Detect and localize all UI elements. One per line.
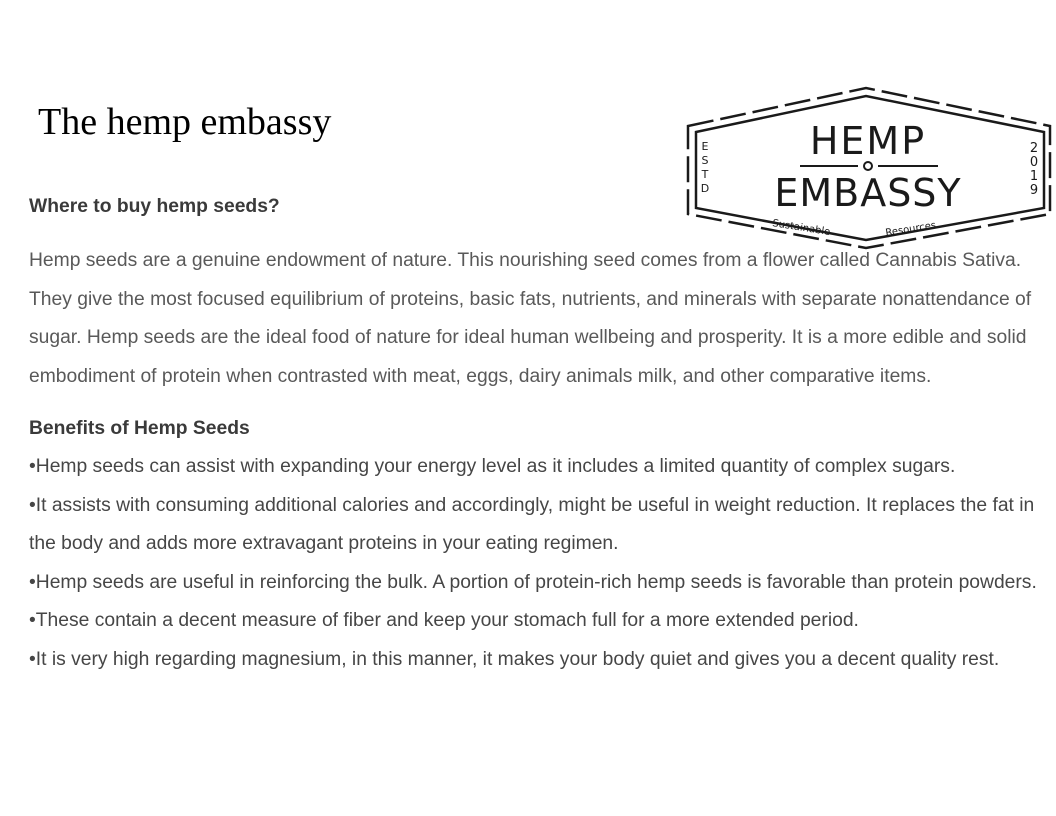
bullet-marker: • [29, 610, 36, 631]
bullet-marker: • [29, 648, 36, 670]
logo-line-2: EMBASSY [774, 171, 962, 215]
logo-side-right-3: 1 [1029, 169, 1039, 184]
logo-side-right-4: 9 [1029, 183, 1039, 198]
logo-tagline-right: Resources [884, 220, 937, 239]
list-item [29, 602, 1056, 641]
page-title: The hemp embassy [38, 101, 332, 143]
logo-side-left-2: S [701, 154, 709, 167]
list-item [29, 641, 1056, 680]
section-heading-where-to-buy: Where to buy hemp seeds? [29, 196, 280, 217]
list-item [29, 564, 1056, 603]
list-item [29, 487, 1056, 564]
bullet-marker: • [29, 571, 36, 593]
benefit-text: It is very high regarding magnesium, in this manner, it makes your body quiet and gives you a decent quality rest. [35, 648, 1000, 670]
benefit-text: Hemp seeds are useful in reinforcing the bulk. A portion of protein-rich hemp seeds is favorable than protein powders. [35, 571, 1037, 593]
logo-side-right-1: 2 [1029, 141, 1039, 156]
logo-line-1: HEMP [809, 119, 927, 163]
logo-tagline-left: Sustainable [771, 218, 832, 239]
benefits-list [29, 448, 1056, 679]
logo-side-left-1: E [701, 140, 709, 153]
bullet-marker: • [29, 494, 36, 516]
intro-paragraph: Hemp seeds are a genuine endowment of nature. This nourishing seed comes from a flower called Cannabis Sativa. They give the most focused equilibrium of proteins, basic fats, nutrients, and minerals with separate nonattendance of sugar. Hemp seeds are the ideal food of nature for ideal human wellbeing and prosperity. It is a more edible and solid embodiment of protein when contrasted with meat, eggs, dairy animals milk, and other comparative items. [29, 250, 1032, 387]
list-item [29, 448, 1056, 487]
benefit-text: It assists with consuming additional calories and accordingly, might be useful in weight reduction. It replaces the fat in the body and adds more extravagant proteins in your eating regimen. [29, 494, 1035, 554]
section-heading-benefits: Benefits of Hemp Seeds [29, 418, 250, 439]
logo-side-right-2: 0 [1029, 155, 1039, 170]
benefit-text: Hemp seeds can assist with expanding your energy level as it includes a limited quantity of complex sugars. [35, 456, 956, 477]
benefit-text: These contain a decent measure of fiber and keep your stomach full for a more extended period. [35, 610, 859, 631]
bullet-marker: • [29, 456, 36, 477]
logo-side-left-3: T [701, 168, 709, 181]
logo-side-left-4: D [700, 182, 710, 195]
article-body [29, 192, 1056, 679]
